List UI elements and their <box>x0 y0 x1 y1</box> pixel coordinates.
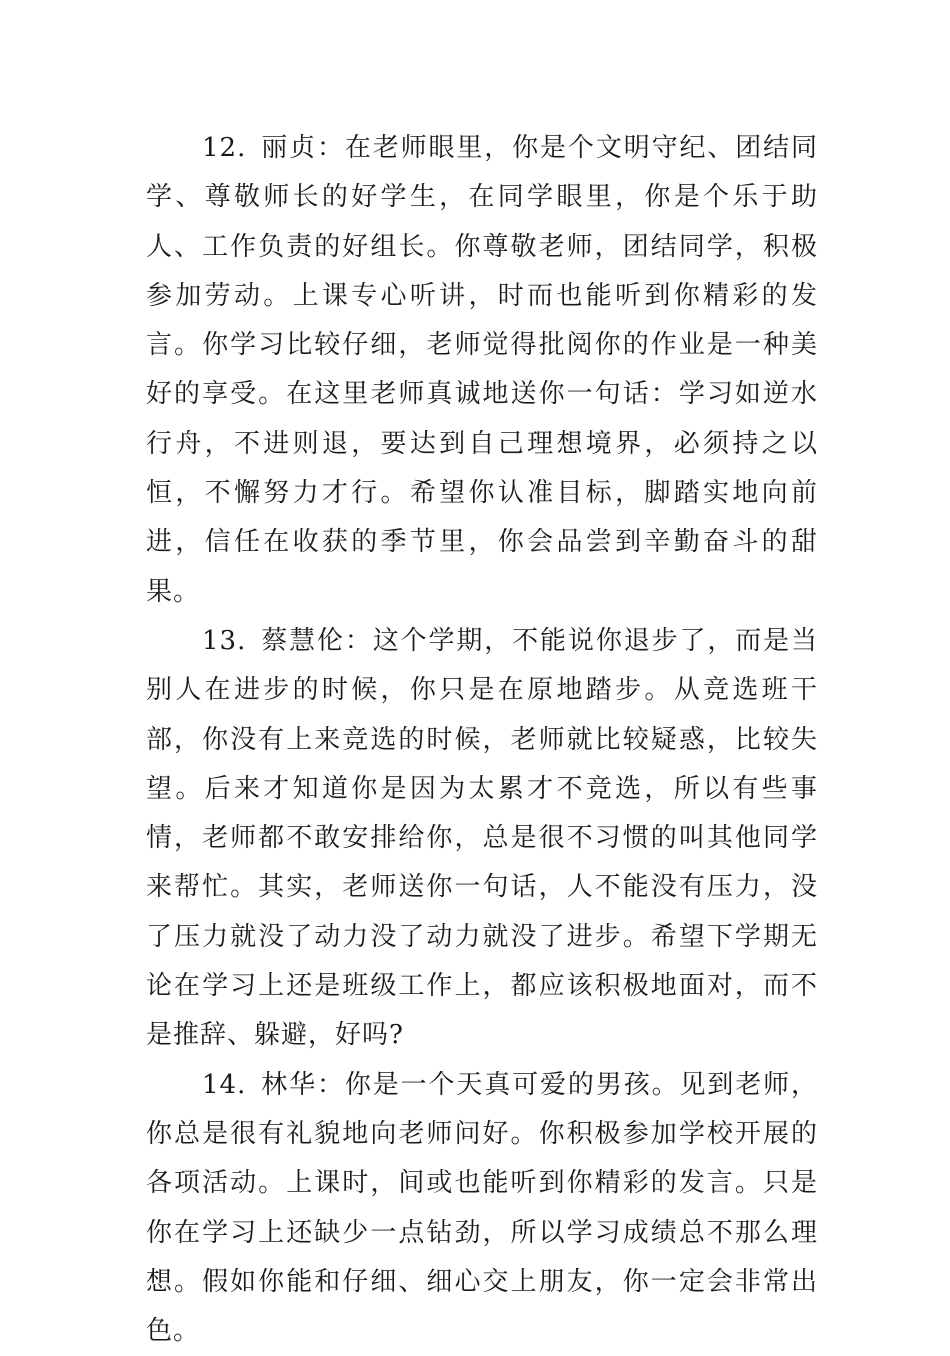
comment-paragraph-14 <box>146 1061 818 1356</box>
paragraph-text: 蔡慧伦：这个学期，不能说你退步了，而是当别人在进步的时候，你只是在原地踏步。从竞选班干部，你没有上来竞选的时候，老师就比较疑惑，比较失望。后来才知道你是因为太累才不竞选，所以有些事情，老师都不敢安排给你，总是很不习惯的叫其他同学来帮忙。其实，老师送你一句话，人不能没有压力，没了压力就没了动力没了动力就没了进步。希望下学期无论在学习上还是班级工作上，都应该积极地面对，而不是推辞、躲避，好吗? <box>146 625 818 1051</box>
paragraph-number: 12. <box>202 133 247 163</box>
paragraph-text: 丽贞：在老师眼里，你是个文明守纪、团结同学、尊敬师长的好学生，在同学眼里，你是个乐于助人、工作负责的好组长。你尊敬老师，团结同学，积极参加劳动。上课专心听讲，时而也能听到你精彩的发言。你学习比较仔细，老师觉得批阅你的作业是一种美好的享受。在这里老师真诚地送你一句话：学习如逆水行舟，不进则退，要达到自己理想境界，必须持之以恒，不懈努力才行。希望你认准目标，脚踏实地向前进，信任在收获的季节里，你会品尝到辛勤奋斗的甜果。 <box>146 133 818 607</box>
paragraph-text: 林华：你是一个天真可爱的男孩。见到老师，你总是很有礼貌地向老师问好。你积极参加学校开展的各项活动。上课时，间或也能听到你精彩的发言。只是你在学习上还缺少一点钻劲，所以学习成绩总不那么理想。假如你能和仔细、细心交上朋友，你一定会非常出色。 <box>146 1069 818 1347</box>
paragraph-number: 13. <box>202 625 247 656</box>
comment-paragraph-12 <box>146 124 818 617</box>
comment-paragraph-13 <box>146 617 818 1061</box>
document-body <box>146 124 818 1356</box>
paragraph-number: 14. <box>202 1069 247 1100</box>
